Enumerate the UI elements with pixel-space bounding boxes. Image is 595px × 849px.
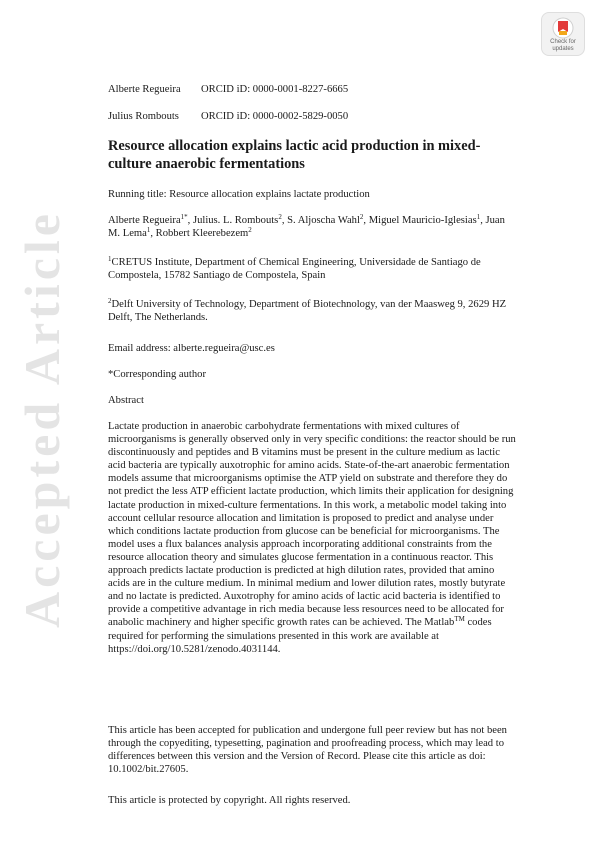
- author-affil-marker: 1: [476, 213, 481, 221]
- affiliation-1: [108, 256, 518, 282]
- author-name: , S. Aljoscha Wahl: [281, 215, 360, 226]
- orcid-line-2: [108, 110, 518, 123]
- running-title: Running title: Resource allocation explains lactate production: [108, 189, 370, 200]
- orcid-author-name: Julius Rombouts: [108, 111, 179, 122]
- author-name: Alberte Regueira: [108, 215, 181, 226]
- trademark-symbol: TM: [454, 615, 465, 624]
- author-name: , Robbert Kleerebezem: [150, 228, 249, 240]
- affiliation-2: [108, 298, 518, 324]
- accepted-article-watermark: Accepted Article: [14, 210, 70, 629]
- crossmark-icon: [552, 17, 574, 39]
- abstract-body: Lactate production in anaerobic carbohydrate fermentations with mixed cultures of microorganisms is generally observed only in very specific conditions: the reactor should be run discontinuously and peptides and B vitamins must be present in the culture medium as lactic acid bacteria are typically auxotrophic for amino acids. State-of-the-art anaerobic fermentation models assume that microorganisms optimise the ATP yield on substrate and therefore they do not predict the less ATP efficient lactate production, which limits their application for designing lactate production in mixed-culture fermentations. In this work, a metabolic model taking into account cellular resource allocation and limitation is proposed to predict and analyse under which conditions lactate production from glucose can be beneficial for microorganisms. The model uses a flux balances analysis approach incorporating additional constraints from the resource allocation theory and simulates glucose fermentation in a continuous reactor. This approach predicts lactate production is predicted at high dilution rates, provided that amino acids are in the culture medium. In minimal medium and lower dilution rates, mostly butyrate and no lactate is predicted. Auxotrophy for amino acids of lactic acid bacteria is identified to provide a competitive advantage in rich media because less resources need to be allocated for anabolic machinery and higher specific growth rates can be achieved. The Matlab: [108, 421, 516, 629]
- author-affil-marker: 2: [359, 213, 364, 221]
- abstract-text: [108, 420, 518, 656]
- affiliation-marker: 1: [108, 255, 112, 263]
- author-name: , Julius. L. Rombouts: [187, 215, 279, 226]
- orcid-author-name: Alberte Regueira: [108, 84, 181, 95]
- author-affil-marker: 2: [248, 226, 252, 235]
- affiliation-marker: 2: [108, 297, 112, 305]
- author-name: , Juan M. Lema: [108, 215, 505, 240]
- badge-label-1: Check for: [550, 39, 576, 45]
- copyright-notice: This article is protected by copyright. All rights reserved.: [108, 795, 351, 806]
- author-name: , Miguel Mauricio-Iglesias: [363, 215, 477, 226]
- badge-label-2: updates: [552, 45, 574, 52]
- orcid-line-1: [108, 83, 518, 96]
- corresponding-author-note: *Corresponding author: [108, 369, 206, 380]
- author-affil-marker: 1: [146, 226, 151, 235]
- affiliation-text: Delft University of Technology, Department of Biotechnology, van der Maasweg 9, 2629 HZ Delft, The Netherlands.: [108, 299, 507, 324]
- check-for-updates-badge[interactable]: [541, 12, 585, 56]
- abstract-heading: Abstract: [108, 395, 144, 406]
- abstract-body-end: codes required for performing the simulations presented in this work are available at https://doi.org/10.5281/zenodo.4031144.: [108, 617, 492, 655]
- email-address[interactable]: Email address: alberte.regueira@usc.es: [108, 343, 275, 354]
- orcid-id-link[interactable]: ORCID iD: 0000-0001-8227-6665: [201, 84, 349, 95]
- author-affil-marker: 2: [278, 213, 282, 221]
- author-list: [108, 214, 518, 240]
- author-affil-marker: 1*: [180, 213, 188, 221]
- orcid-id-link[interactable]: ORCID iD: 0000-0002-5829-0050: [201, 111, 349, 122]
- article-title: Resource allocation explains lactic acid production in mixed-culture anaerobic fermentations: [108, 138, 481, 172]
- accepted-notice: This article has been accepted for publication and undergone full peer review but has not been through the copyediting, typesetting, pagination and proofreading process, which may lead to differences between this version and the Version of Record. Please cite this article as doi: 10.1002/bit.27605.: [108, 725, 507, 776]
- affiliation-text: CRETUS Institute, Department of Chemical Engineering, Universidade de Santiago de Compostela, 15782 Santiago de Compostela, Spain: [108, 257, 481, 282]
